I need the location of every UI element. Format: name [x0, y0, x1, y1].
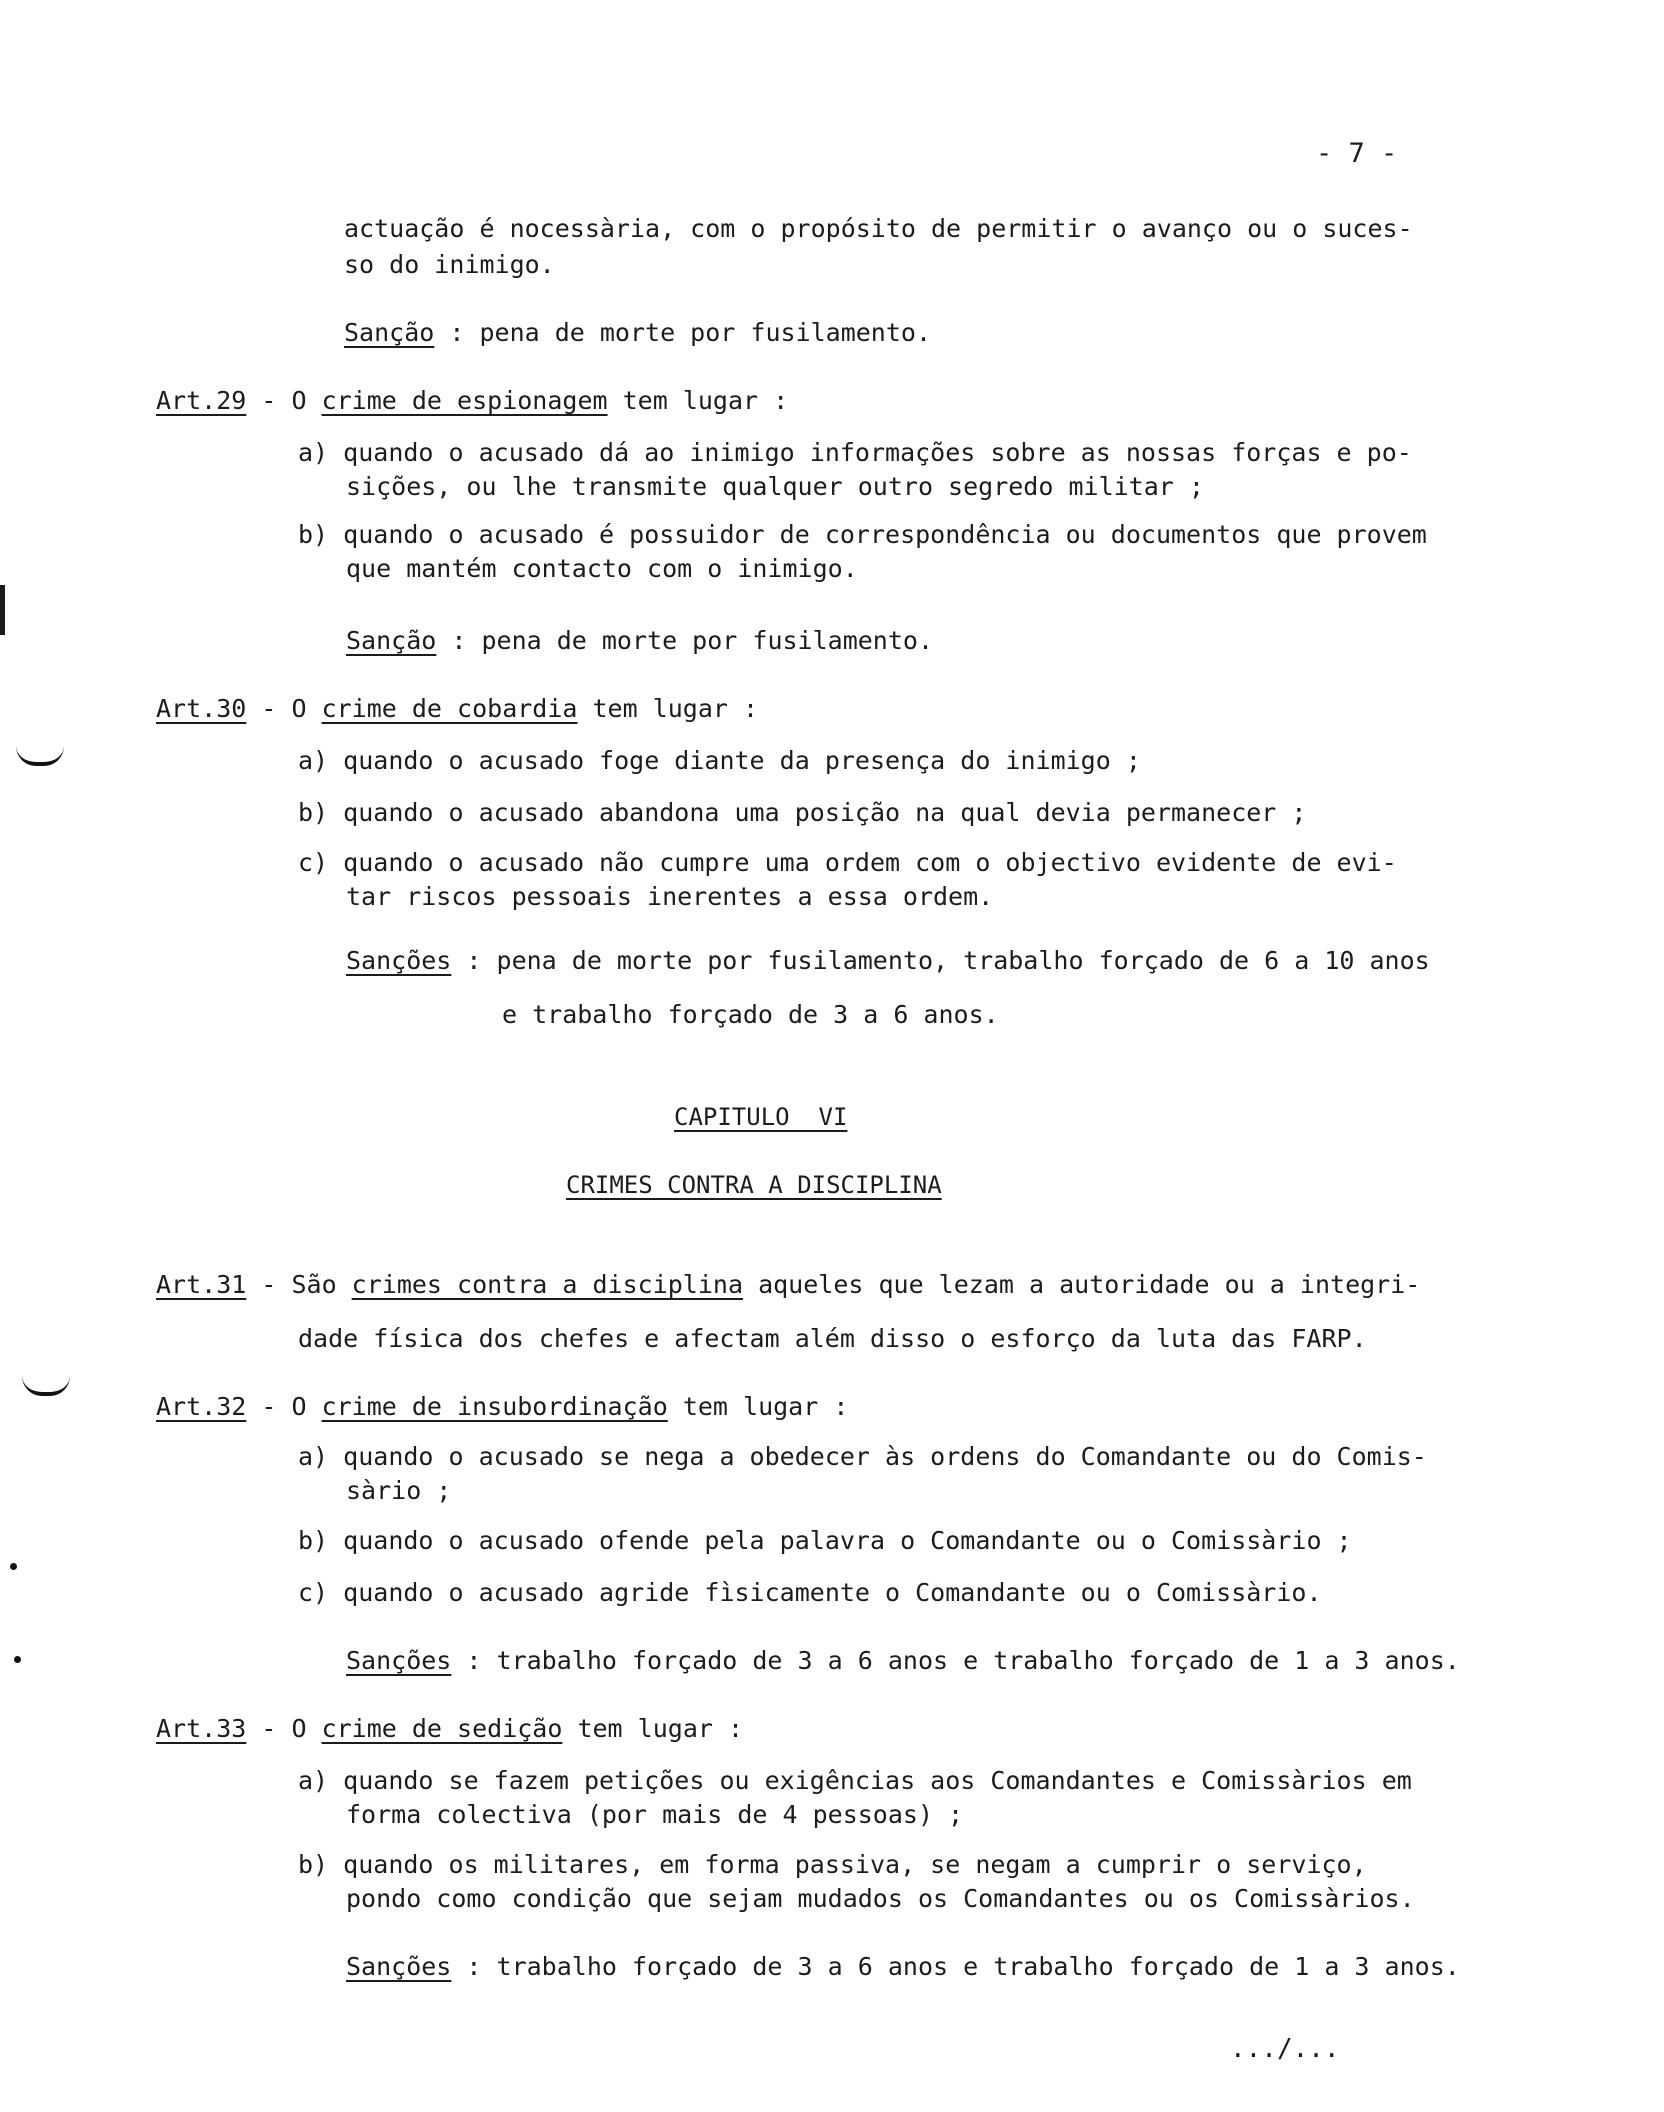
article-label: Art.30 — [156, 694, 247, 723]
continuation-marker: .../... — [1230, 2034, 1340, 2064]
sanction-label: Sanção — [344, 318, 435, 347]
sanction-label: Sanção — [346, 626, 437, 655]
list-item-cont: que mantém contacto com o inimigo. — [346, 554, 858, 583]
article-intro: - O — [246, 386, 322, 415]
scan-dot — [10, 1563, 17, 1570]
crime-name: crimes contra a disciplina — [351, 1270, 744, 1299]
article-33-heading — [156, 1712, 743, 1746]
article-31-heading — [156, 1268, 1420, 1302]
item-letter: a) — [298, 1442, 329, 1471]
sanction-text: : trabalho forçado de 3 a 6 anos e trabalho forçado de 1 a 3 anos. — [451, 1952, 1460, 1981]
article-intro: - O — [246, 1714, 322, 1743]
item-letter: c) — [298, 1578, 329, 1607]
item-text: quando o acusado se nega a obedecer às ordens do Comandante ou do Comis- — [343, 1442, 1427, 1471]
item-text: quando o acusado é possuidor de correspondência ou documentos que provem — [343, 520, 1427, 549]
sanction-label: Sanções — [346, 1952, 452, 1981]
scan-dot — [14, 1656, 21, 1663]
list-item — [298, 1440, 1427, 1474]
crime-name: crime de sedição — [321, 1714, 563, 1743]
list-item-cont: sições, ou lhe transmite qualquer outro segredo militar ; — [346, 472, 1204, 501]
chapter-title: CAPITULO VI — [674, 1103, 848, 1131]
article-intro-suffix: aqueles que lezam a autoridade ou a integri- — [743, 1270, 1421, 1299]
article-intro-suffix: tem lugar : — [577, 694, 759, 723]
item-letter: b) — [298, 1850, 329, 1879]
article-intro: - São — [246, 1270, 352, 1299]
chapter-subtitle: CRIMES CONTRA A DISCIPLINA — [566, 1171, 942, 1199]
article-intro: - O — [246, 1392, 322, 1421]
list-item-cont: sàrio ; — [346, 1476, 452, 1505]
item-text: quando o acusado dá ao inimigo informações sobre as nossas forças e po- — [343, 438, 1412, 467]
continuation-line-2: so do inimigo. — [344, 250, 555, 279]
crime-name: crime de insubordinação — [321, 1392, 668, 1421]
article-31-cont: dade física dos chefes e afectam além disso o esforço da luta das FARP. — [298, 1324, 1367, 1353]
item-letter: b) — [298, 798, 329, 827]
article-32-sanction — [346, 1644, 1460, 1678]
list-item — [298, 1576, 1322, 1610]
continuation-line-1: actuação é nocessària, com o propósito de permitir o avanço ou o suces- — [344, 214, 1413, 243]
punch-mark — [22, 1376, 70, 1396]
article-label: Art.29 — [156, 386, 247, 415]
list-item — [298, 518, 1427, 552]
list-item — [298, 436, 1412, 470]
item-text: quando o acusado não cumpre uma ordem com o objectivo evidente de evi- — [343, 848, 1397, 877]
sanction-text: : pena de morte por fusilamento, trabalho forçado de 6 a 10 anos — [451, 946, 1430, 975]
continuation-sanction — [344, 316, 931, 350]
list-item-cont: tar riscos pessoais inerentes a essa ordem. — [346, 882, 994, 911]
item-letter: b) — [298, 520, 329, 549]
crime-name: crime de espionagem — [321, 386, 608, 415]
list-item-cont: pondo como condição que sejam mudados os Comandantes ou os Comissàrios. — [346, 1884, 1415, 1913]
sanction-label: Sanções — [346, 1646, 452, 1675]
list-item — [298, 1764, 1412, 1798]
sanction-text: : pena de morte por fusilamento. — [436, 626, 934, 655]
article-29-sanction — [346, 624, 933, 658]
list-item-cont: forma colectiva (por mais de 4 pessoas) ; — [346, 1800, 964, 1829]
sanction-text: : pena de morte por fusilamento. — [434, 318, 932, 347]
article-label: Art.32 — [156, 1392, 247, 1421]
article-33-sanction — [346, 1950, 1460, 1984]
list-item — [298, 1524, 1352, 1558]
item-text: quando o acusado foge diante da presença do inimigo ; — [343, 746, 1141, 775]
item-text: quando o acusado ofende pela palavra o Comandante ou o Comissàrio ; — [343, 1526, 1352, 1555]
list-item — [298, 846, 1397, 880]
item-letter: c) — [298, 848, 329, 877]
article-30-sanction — [346, 944, 1430, 978]
article-32-heading — [156, 1390, 848, 1424]
article-label: Art.33 — [156, 1714, 247, 1743]
punch-mark — [16, 746, 64, 766]
item-letter: a) — [298, 438, 329, 467]
item-text: quando o acusado abandona uma posição na qual devia permanecer ; — [343, 798, 1307, 827]
margin-mark — [0, 585, 5, 635]
article-intro-suffix: tem lugar : — [607, 386, 789, 415]
item-letter: a) — [298, 746, 329, 775]
item-text: quando se fazem petições ou exigências aos Comandantes e Comissàrios em — [343, 1766, 1412, 1795]
crime-name: crime de cobardia — [321, 694, 578, 723]
item-text: quando o acusado agride fìsicamente o Comandante ou o Comissàrio. — [343, 1578, 1322, 1607]
article-30-heading — [156, 692, 758, 726]
sanction-label: Sanções — [346, 946, 452, 975]
sanction-text: : trabalho forçado de 3 a 6 anos e trabalho forçado de 1 a 3 anos. — [451, 1646, 1460, 1675]
page-number: - 7 - — [1316, 138, 1398, 169]
list-item — [298, 796, 1306, 830]
item-letter: b) — [298, 1526, 329, 1555]
article-29-heading — [156, 384, 788, 418]
article-intro-suffix: tem lugar : — [562, 1714, 744, 1743]
article-label: Art.31 — [156, 1270, 247, 1299]
article-30-sanction-cont: e trabalho forçado de 3 a 6 anos. — [502, 1000, 999, 1029]
item-text: quando os militares, em forma passiva, se negam a cumprir o serviço, — [343, 1850, 1367, 1879]
item-letter: a) — [298, 1766, 329, 1795]
article-intro-suffix: tem lugar : — [667, 1392, 849, 1421]
list-item — [298, 744, 1141, 778]
article-intro: - O — [246, 694, 322, 723]
list-item — [298, 1848, 1367, 1882]
